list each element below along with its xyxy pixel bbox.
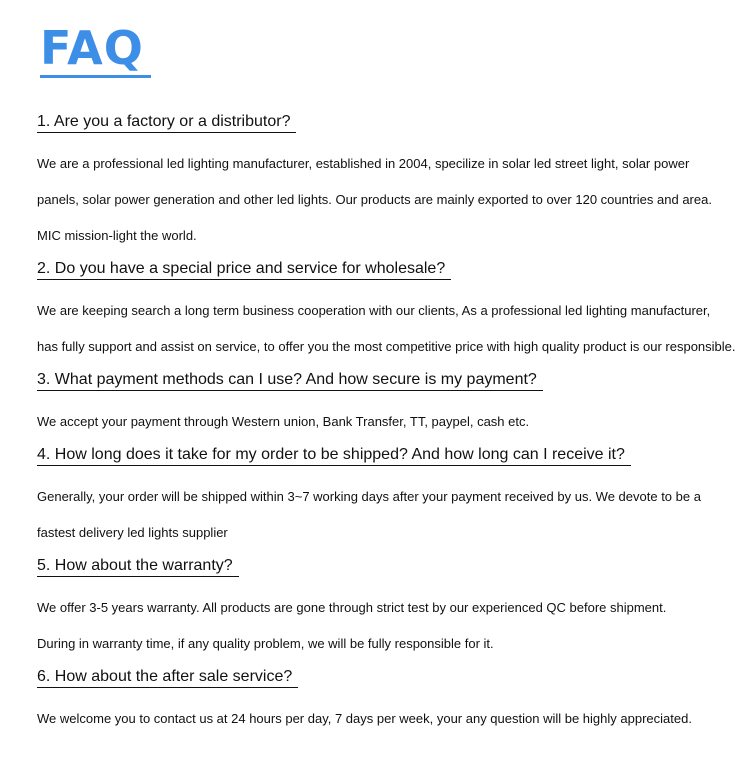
faq-answer-line: We accept your payment through Western union, Bank Transfer, TT, paypel, cash etc. [37,414,530,429]
faq-list [37,108,747,737]
faq-answer-line: We offer 3-5 years warranty. All products are gone through strict test by our experienced QC before shipment. [37,600,667,615]
faq-answer-line: MIC mission-light the world. [37,228,197,243]
faq-answer-line: We are a professional led lighting manufacturer, established in 2004, specilize in solar led street light, solar power [37,156,690,171]
faq-question: 2. Do you have a special price and service for wholesale? [37,260,451,280]
faq-answer-line: panels, solar power generation and other led lights. Our products are mainly exported to over 120 countries and area. [37,192,712,207]
faq-item-after-sale [37,662,747,737]
faq-question: 6. How about the after sale service? [37,668,298,688]
faq-answer-line: fastest delivery led lights supplier [37,525,228,540]
faq-item-payment [37,365,747,440]
faq-answer-line: During in warranty time, if any quality problem, we will be fully responsible for it. [37,636,494,651]
page-title: FAQ [40,21,144,75]
faq-item-wholesale [37,254,747,365]
faq-item-shipping [37,440,747,551]
faq-question: 4. How long does it take for my order to be shipped? And how long can I receive it? [37,446,631,466]
faq-answer-line: We welcome you to contact us at 24 hours per day, 7 days per week, your any question will be highly appreciated. [37,711,692,726]
faq-item-factory [37,108,747,254]
faq-question: 1. Are you a factory or a distributor? [37,113,296,133]
faq-answer-line: Generally, your order will be shipped within 3~7 working days after your payment received by us. We devote to be a [37,489,701,504]
faq-answer-line: We are keeping search a long term business cooperation with our clients, As a professional led lighting manufacturer, [37,303,711,318]
faq-question: 5. How about the warranty? [37,557,239,577]
faq-answer-line: has fully support and assist on service, to offer you the most competitive price with high quality product is our responsible. [37,339,736,354]
title-underline [40,75,151,78]
faq-item-warranty [37,551,747,662]
faq-question: 3. What payment methods can I use? And how secure is my payment? [37,371,543,391]
